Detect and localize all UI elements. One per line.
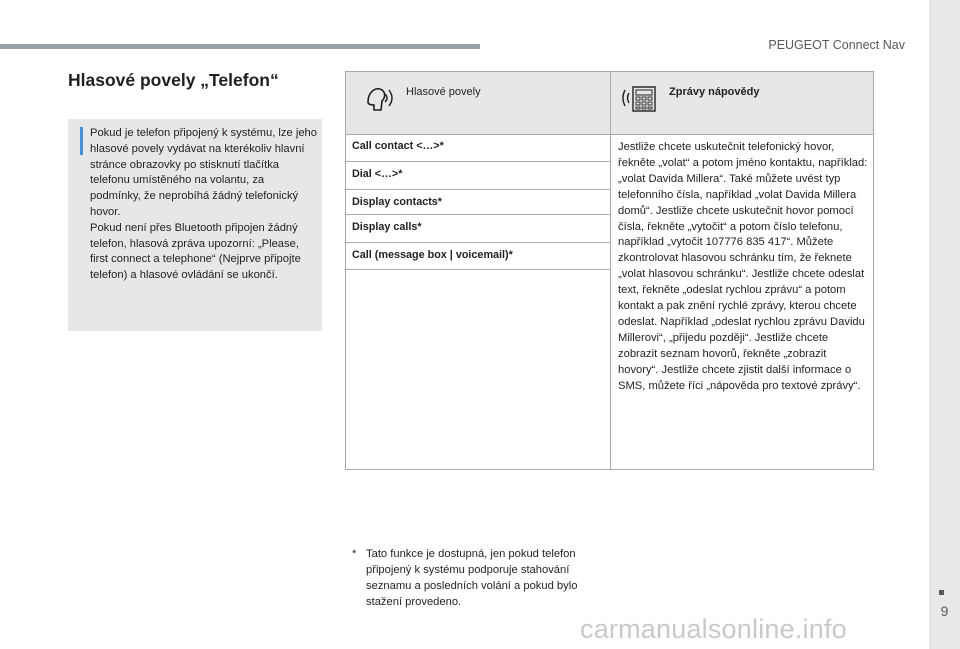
info-text: [90, 126, 318, 284]
table-header-row: [346, 72, 873, 135]
section-title: Hlasové povely „Telefon“: [68, 70, 279, 90]
header-rule: [0, 44, 480, 49]
voice-commands-table: [345, 71, 874, 470]
voice-command-icon: [364, 80, 398, 116]
command-row: [346, 162, 610, 189]
side-strip: [929, 0, 960, 649]
command-label: Dial <…>*: [352, 168, 403, 180]
page-number: 9: [940, 603, 949, 619]
command-row: [346, 243, 610, 269]
command-label: Call (message box | voicemail)*: [352, 249, 513, 261]
column-divider: [610, 134, 611, 469]
header-brand: PEUGEOT Connect Nav: [768, 38, 905, 52]
help-messages-icon: [621, 80, 659, 116]
command-label: Call contact <…>*: [352, 140, 444, 152]
help-message-text: Jestliže chcete uskutečnit telefonický hovor, řekněte „volat“ a potom jméno kontaktu, například: „volat Davida Millera“. Také můžete uvést typ telefonního čísla, například „volat Davida Millera domů“. Jestliže chcete uskutečnit hovor pomocí čísla, řekněte „vytočit“ a potom číslo telefonu, například „vytočit 107776 835 417“. Můžete zkontrolovat hlasovou schránku tím, že řeknete „volat hlasovou schránku“. Jestliže chcete odeslat text, řekněte „odeslat rychlou zprávu“ a potom kontakt a pak znění rychlé zprávy, kterou chcete odeslat. Například „odeslat rychlou zprávu Davidu Millerovi“, „přijedu později“. Jestliže chcete zobrazit seznam hovorů, řekněte „zobrazit hovory“. Jestliže chcete zjistit další informace o SMS, můžete říci „nápověda pro textové zprávy“.: [618, 141, 868, 392]
command-label: Display calls*: [352, 221, 422, 233]
command-row: [346, 215, 610, 242]
info-box: [68, 119, 322, 331]
command-row: [346, 190, 610, 214]
commands-column-header: Hlasové povely: [406, 86, 481, 98]
info-icon: [80, 127, 83, 155]
footnote-text: Tato funkce je dostupná, jen pokud telefon připojený k systému podporuje stahování seznamu a posledních volání a pokud bylo stažení provedeno.: [366, 548, 578, 608]
info-paragraph: Pokud není přes Bluetooth připojen žádný telefon, hlasová zpráva upozorní: „Please, first connect a telephone“ (Nejprve připojte telefon) a hlasové ovládání se ukončí.: [90, 221, 301, 282]
info-paragraph: Pokud je telefon připojený k systému, lze jeho hlasové povely vydávat na kterékoliv hlavní stránce obrazovky po stisknutí tlačítka telefonu umístěného na volantu, za podmínky, že neprobíhá žádný telefonický hovor.: [90, 127, 317, 218]
footnote-marker: *: [352, 548, 357, 560]
command-label: Display contacts*: [352, 196, 443, 208]
table-header-commands: [346, 72, 610, 134]
help-column-header: Zprávy nápovědy: [669, 86, 760, 98]
watermark: carmanualsonline.info: [580, 614, 847, 644]
command-row: [346, 134, 610, 161]
row-divider: [346, 269, 610, 270]
table-header-help: [610, 72, 874, 134]
page-marker: [939, 590, 944, 595]
